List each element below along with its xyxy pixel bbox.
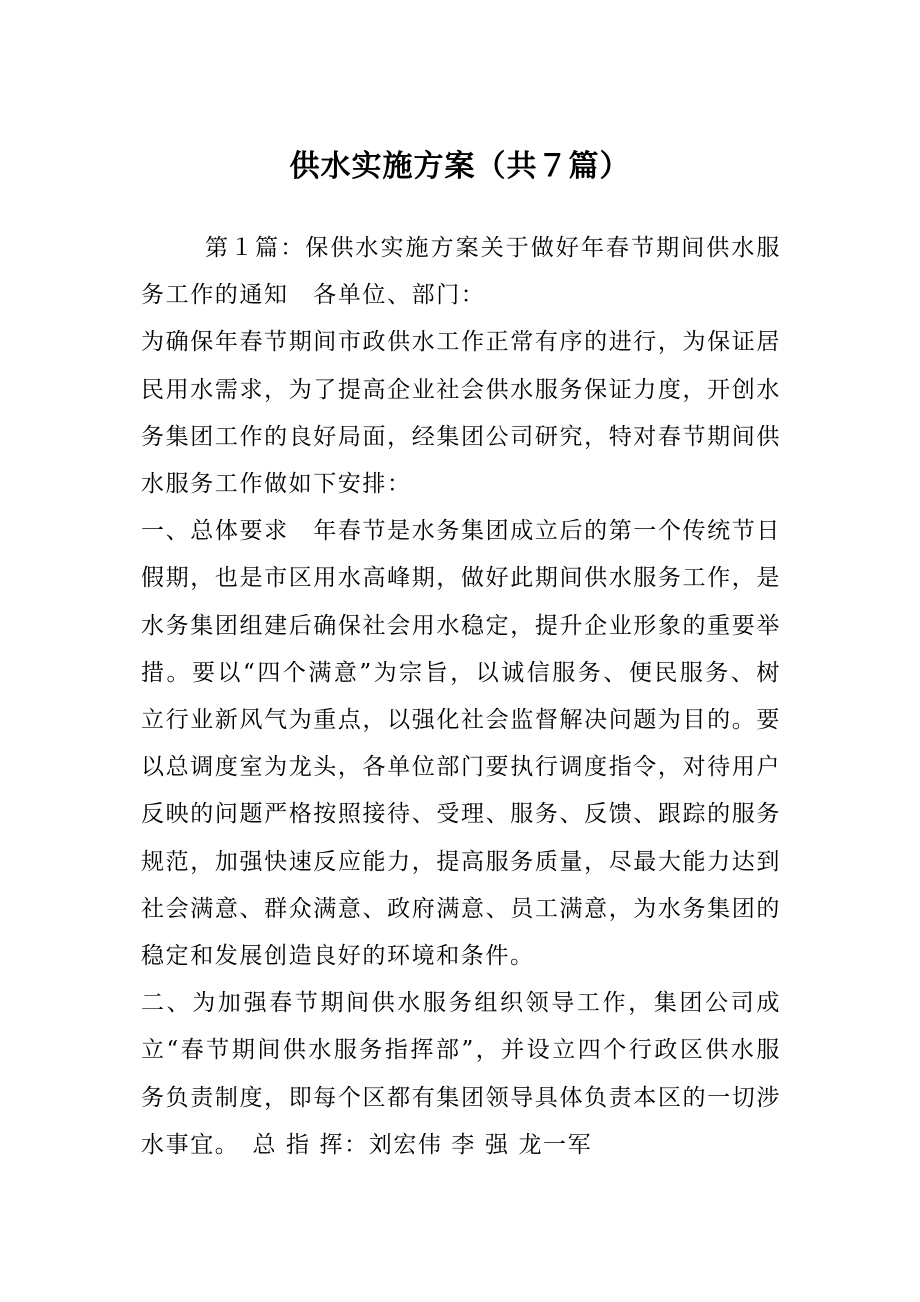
paragraph-purpose: 为确保年春节期间市政供水工作正常有序的进行，为保证居民用水需求，为了提高企业社会供水服务保证力度，开创水务集团工作的良好局面，经集团公司研究，特对春节期间供水服务工作做如下安排： [141, 329, 781, 498]
document-title: 供水实施方案（共７篇） [289, 149, 631, 184]
paragraph-general-requirements: 一、总体要求 年春节是水务集团成立后的第一个传统节日假期，也是市区用水高峰期，做好此期间供水服务工作，是水务集团组建后确保社会用水稳定，提升企业形象的重要举措。要以“四个满意”为宗旨，以诚信服务、便民服务、树立行业新风气为重点，以强化社会监督解决问题为目的。要以总调度室为龙头，各单位部门要执行调度指令，对待用户反映的问题严格按照接待、受理、服务、反馈、跟踪的服务规范，加强快速反应能力，提高服务质量，尽最大能力达到社会满意、群众满意、政府满意、员工满意，为水务集团的稳定和发展创造良好的环境和条件。 [141, 518, 781, 970]
paragraph-intro: 第１篇：保供水实施方案关于做好年春节期间供水服务工作的通知 各单位、部门： [141, 235, 781, 309]
paragraph-organization: 二、为加强春节期间供水服务组织领导工作，集团公司成立“春节期间供水服务指挥部”，并设立四个行政区供水服务负责制度，即每个区都有集团领导具体负责本区的一切涉水事宜。 总 指 挥：刘宏伟 李 强 龙一军 [141, 990, 781, 1158]
document-body [141, 225, 781, 1169]
